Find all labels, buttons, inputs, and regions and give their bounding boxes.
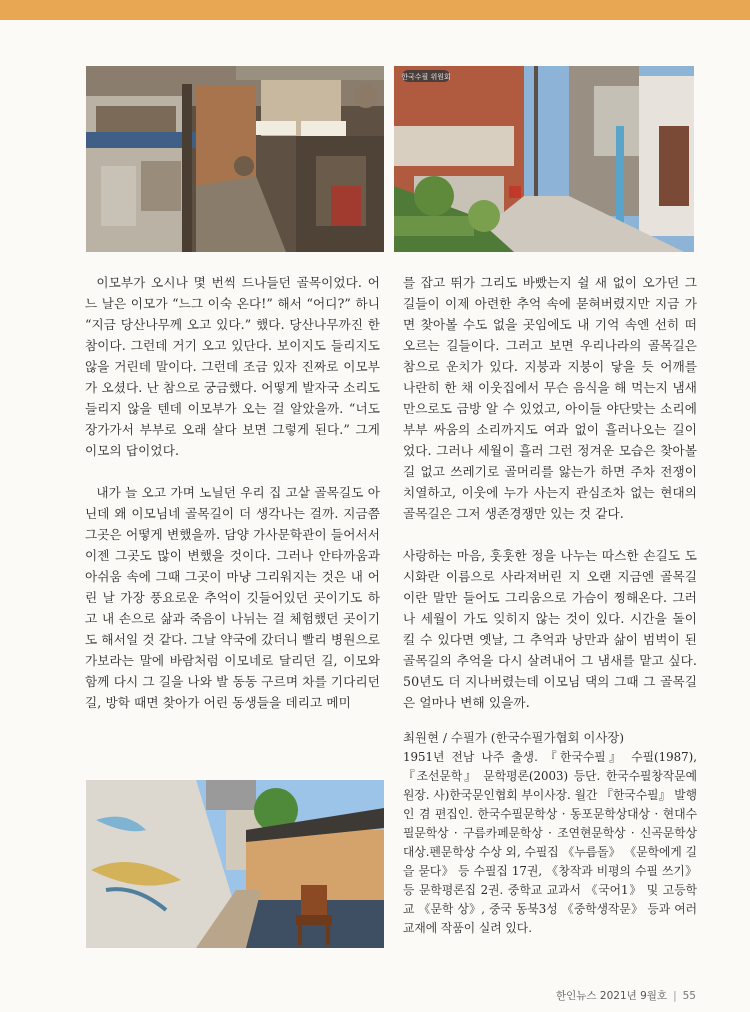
article-right-column: [403, 272, 697, 713]
photo-badge-label: 한국수필 위원회: [401, 73, 451, 81]
footer-divider: |: [673, 990, 677, 1002]
photo-alley-diorama: [86, 66, 384, 252]
article-paragraph: 를 잡고 뛰가 그리도 바빴는지 쉴 새 없이 오가던 그 길들이 이제 아련한 추억 속에 묻혀버렸지만 지금 가면 찾아볼 수도 없을 곳임에도 내 기억 속엔 선히 떠오르는 길들이다. 그러고 보면 우리나라의 골목길은 참으로 운치가 있다. 지붕과 지붕이 닿을 듯 어깨를 나란히 한 채 이웃집에서 무슨 음식을 해 먹는지 냄새만으로도 금방 알 수 있었고, 아이들 야단맞는 소리에 부부 싸움의 소리까지도 여과 없이 흘러나오는 길이었다. 그러나 세월이 흘러 그런 정겨운 모습은 찾아볼 길 없고 쓰레기로 골머리를 앓는가 하면 주차 전쟁이 치열하고, 이웃에 누가 사는지 관심조차 없는 현대의 골목길은 그저 생존경쟁만 있는 것 같다.: [403, 275, 697, 521]
article-paragraph: 이모부가 오시나 몇 번씩 드나들던 골목이었다. 어느 날은 이모가 “느그 이숙 온다!” 해서 “어디?” 하니 “지금 당산나무께 오고 있다.” 했다. 당산나무까진 한참이다. 그런데 거기 오고 있단다. 보이지도 들리지도 않을 거린데 말이다. 그런데 조금 있자 진짜로 이모부가 오셨다. 난 참으로 궁금했다. 어떻게 발자국 소리도 들리지 않을 텐데 이모부가 오는 걸 알았을까. “너도 장가가서 부부로 오래 살다 보면 그렇게 된다.” 그게 이모의 답이었다.: [85, 275, 380, 458]
author-bio-text: 1951년 전남 나주 출생. 『한국수필』 수필(1987), 『조선문학』 문학평론(2003) 등단. 한국수필창작문예원장. 사)한국문인협회 부이사장. 월간 『한국수필』 발행인 겸 편집인. 한국수필문학상 · 동포문학상대상 · 현대수필문학상 · 구름카페문학상 · 조연현문학상 · 신곡문학상대상.펜문학상 수상 외, 수필집 《누름돌》 《문학에게 길을 묻다》 등 수필집 17권, 《창작과 비평의 수필 쓰기》 등 문학평론집 2권. 중학교 교과서 《국어1》 및 고등학교 《문학 상》, 중국 동북3성 《중학생작문》 등과 여러 교재에 작품이 실려 있다.: [403, 750, 697, 935]
article-left-column: [85, 272, 380, 713]
article-paragraph: 사랑하는 마음, 훗훗한 정을 나누는 따스한 손길도 도시화란 이름으로 사라져버린 지 오랜 지금엔 골목길이란 말만 들어도 그리움으로 가슴이 찡해온다. 그러나 세월이 가도 잊히지 않는 것이 있다. 시간을 돌이킬 수 있다면 옛날, 그 추억과 낭만과 삶이 범벅이 된 골목길의 추억을 다시 살려내어 그 냄새를 맡고 싶다. 50년도 더 지나버렸는데 이모님 댁의 그때 그 골목길은 얼마나 변해 있을까.: [403, 548, 697, 710]
photo-mural-alley: [86, 780, 384, 948]
publication-name: 한인뉴스 2021년 9월호: [556, 990, 668, 1002]
photo-alley-street: [394, 66, 694, 252]
author-name: 최원현 / 수필가 (한국수필가협회 이사장): [403, 730, 625, 745]
header-color-band: [0, 0, 750, 20]
page-number: 55: [682, 990, 696, 1002]
page-footer: [556, 988, 696, 1003]
author-bio: [403, 728, 697, 938]
article-paragraph: 내가 늘 오고 가며 노닐던 우리 집 고샅 골목길도 아닌데 왜 이모님네 골목길이 더 생각나는 걸까. 지금쯤 그곳은 어떻게 변했을까. 담양 가사문학관이 들어서서 이젠 그곳도 많이 변했을 것이다. 그러나 안타까움과 아쉬움 속에 그때 그곳이 마냥 그리워지는 것은 내 어린 날 가장 풍요로운 추억이 깃들어있던 곳이기도 하고 내 손으로 삶과 죽음이 나뉘는 걸 체험했던 곳이기도 해서일 것 같다. 그날 약국에 갔더니 빨리 병원으로 가보라는 말에 바람처럼 이모네로 달리던 길, 이모와 함께 다시 그 길을 나와 발 동동 구르며 차를 기다리던 길, 방학 때면 찾아가 어린 동생들을 데리고 메미: [85, 485, 380, 710]
